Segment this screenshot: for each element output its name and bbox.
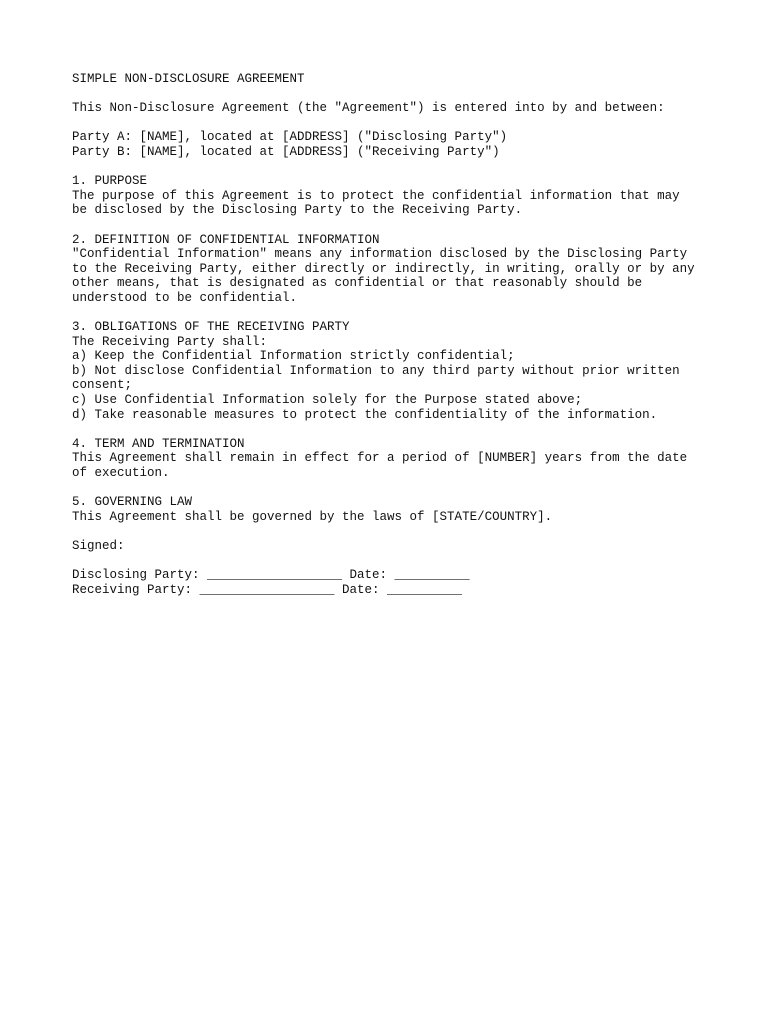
- document-page: [72, 72, 712, 597]
- section-heading: 2. DEFINITION OF CONFIDENTIAL INFORMATION: [72, 232, 380, 247]
- section-definition: [72, 233, 712, 306]
- section-line: d) Take reasonable measures to protect the confidentiality of the information.: [72, 407, 658, 422]
- spacer: [72, 306, 712, 321]
- section-line: other means, that is designated as confidential or that reasonably should be: [72, 276, 643, 291]
- spacer: [72, 87, 712, 102]
- section-line: consent;: [72, 378, 133, 393]
- spacer: [72, 116, 712, 131]
- section-line: c) Use Confidential Information solely for the Purpose stated above;: [72, 393, 583, 408]
- section-heading: 1. PURPOSE: [72, 174, 148, 189]
- section-line: b) Not disclose Confidential Information to any third party without prior written: [72, 363, 680, 378]
- section-line: understood to be confidential.: [72, 290, 298, 305]
- section-line: a) Keep the Confidential Information strictly confidential;: [72, 349, 515, 364]
- section-line: The purpose of this Agreement is to protect the confidential information that may: [72, 188, 680, 203]
- spacer: [72, 422, 712, 437]
- spacer: [72, 524, 712, 539]
- spacer: [72, 218, 712, 233]
- receiving-party-signature-line: Receiving Party: __________________ Date: __________: [72, 582, 463, 597]
- intro-text: This Non-Disclosure Agreement (the "Agreement") is entered into by and between:: [72, 101, 665, 116]
- party-b-line: Party B: [NAME], located at [ADDRESS] ("Receiving Party"): [72, 144, 500, 159]
- section-line: be disclosed by the Disclosing Party to the Receiving Party.: [72, 203, 523, 218]
- spacer: [72, 554, 712, 569]
- section-governing-law: [72, 495, 712, 524]
- spacer: [72, 160, 712, 175]
- section-heading: 3. OBLIGATIONS OF THE RECEIVING PARTY: [72, 320, 350, 335]
- document-title: SIMPLE NON-DISCLOSURE AGREEMENT: [72, 72, 305, 86]
- section-obligations: [72, 320, 712, 422]
- section-heading: 5. GOVERNING LAW: [72, 495, 193, 510]
- party-a-line: Party A: [NAME], located at [ADDRESS] ("Disclosing Party"): [72, 130, 508, 145]
- section-line: The Receiving Party shall:: [72, 334, 268, 349]
- spacer: [72, 481, 712, 496]
- section-line: of execution.: [72, 466, 170, 481]
- section-line: This Agreement shall remain in effect for a period of [NUMBER] years from the date: [72, 451, 688, 466]
- section-line: "Confidential Information" means any information disclosed by the Disclosing Party: [72, 247, 688, 262]
- disclosing-party-signature-line: Disclosing Party: __________________ Date: __________: [72, 568, 470, 583]
- section-line: This Agreement shall be governed by the laws of [STATE/COUNTRY].: [72, 509, 553, 524]
- section-purpose: [72, 174, 712, 218]
- section-heading: 4. TERM AND TERMINATION: [72, 436, 245, 451]
- signed-label: Signed:: [72, 539, 125, 553]
- section-line: to the Receiving Party, either directly or indirectly, in writing, orally or by any: [72, 261, 695, 276]
- section-term: [72, 437, 712, 481]
